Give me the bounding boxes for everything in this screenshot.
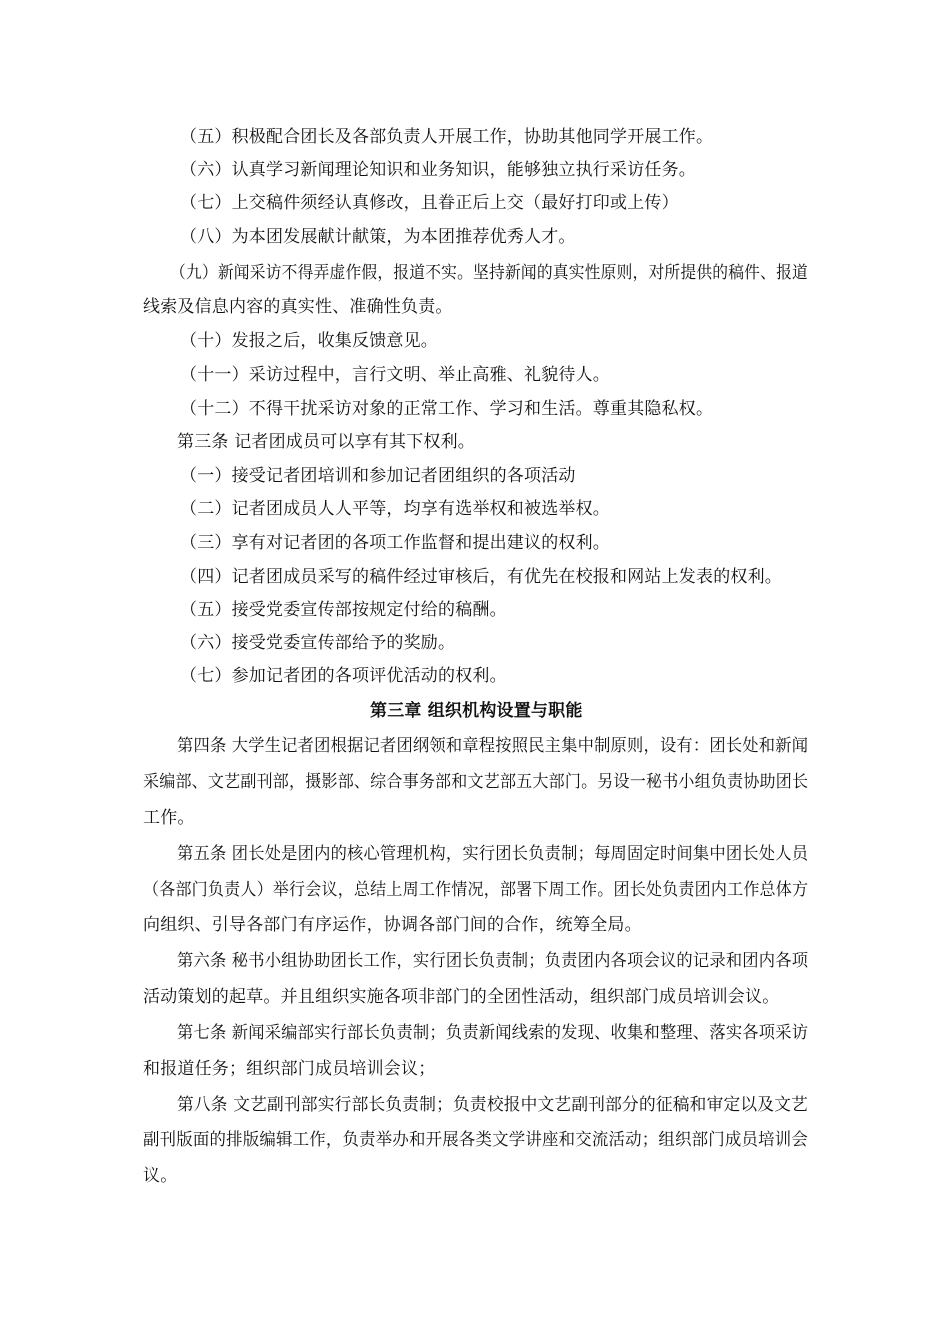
- right-5-line: （五）接受党委宣传部按规定付给的稿酬。: [180, 600, 507, 620]
- clause-9-line-2: 线索及信息内容的真实性、准确性负责。: [143, 297, 453, 317]
- article-4-line-3: 工作。: [143, 808, 195, 828]
- article-3-line: 第三条 记者团成员可以享有其下权利。: [177, 432, 476, 452]
- right-7-line: （七）参加记者团的各项评优活动的权利。: [180, 666, 507, 686]
- clause-8-line: （八）为本团发展献计献策，为本团推荐优秀人才。: [180, 227, 576, 247]
- right-3-line: （三）享有对记者团的各项工作监督和提出建议的权利。: [180, 533, 610, 553]
- clause-12-line: （十二）不得干扰采访对象的正常工作、学习和生活。尊重其隐私权。: [180, 399, 714, 419]
- article-7-line-1: 第七条 新闻采编部实行部长负责制；负责新闻线索的发现、收集和整理、落实各项采访: [177, 1023, 809, 1043]
- right-6-line: （六）接受党委宣传部给予的奖励。: [180, 633, 456, 653]
- article-8-line-3: 议。: [143, 1166, 178, 1186]
- chapter-3-heading: 第三章 组织机构设置与职能: [370, 701, 583, 721]
- article-5-line-2: （各部门负责人）举行会议，总结上周工作情况，部署下周工作。团长处负责团内工作总体方: [143, 880, 809, 900]
- clause-7-line: （七）上交稿件须经认真修改，且眷正后上交（最好打印或上传）: [180, 193, 679, 213]
- clause-6-line: （六）认真学习新闻理论知识和业务知识，能够独立执行采访任务。: [180, 160, 696, 180]
- article-8-line-1: 第八条 文艺副刊部实行部长负责制；负责校报中文艺副刊部分的征稿和审定以及文艺: [177, 1095, 809, 1115]
- article-6-line-2: 活动策划的起草。并且组织实施各项非部门的全团性活动，组织部门成员培训会议。: [143, 987, 780, 1007]
- clause-10-line: （十）发报之后，收集反馈意见。: [180, 331, 438, 351]
- article-7-line-2: 和报道任务；组织部门成员培训会议；: [143, 1059, 436, 1079]
- article-5-line-3: 向组织、引导各部门有序运作，协调各部门间的合作，统筹全局。: [143, 915, 642, 935]
- article-6-line-1: 第六条 秘书小组协助团长工作，实行团长负责制；负责团内各项会议的记录和团内各项: [177, 951, 809, 971]
- right-4-line: （四）记者团成员采写的稿件经过审核后，有优先在校报和网站上发表的权利。: [180, 567, 782, 587]
- article-4-line-2: 采编部、文艺副刊部，摄影部、综合事务部和文艺部五大部门。另设一秘书小组负责协助团长: [143, 772, 809, 792]
- article-5-line-1: 第五条 团长处是团内的核心管理机构，实行团长负责制；每周固定时间集中团长处人员: [177, 844, 809, 864]
- clause-5-line: （五）积极配合团长及各部负责人开展工作，协助其他同学开展工作。: [180, 127, 714, 147]
- article-4-line-1: 第四条 大学生记者团根据记者团纲领和章程按照民主集中制原则，设有：团长处和新闻: [177, 736, 809, 756]
- right-1-line: （一）接受记者团培训和参加记者团组织的各项活动: [180, 466, 576, 486]
- clause-11-line: （十一）采访过程中，言行文明、举止高雅、礼貌待人。: [180, 365, 610, 385]
- article-8-line-2: 副刊版面的排版编辑工作，负责举办和开展各类文学讲座和交流活动；组织部门成员培训会: [143, 1130, 809, 1150]
- clause-9-line-1: （九）新闻采访不得弄虚作假，报道不实。坚持新闻的真实性原则，对所提供的稿件、报道: [170, 263, 808, 283]
- right-2-line: （二）记者团成员人人平等，均享有选举权和被选举权。: [180, 499, 610, 519]
